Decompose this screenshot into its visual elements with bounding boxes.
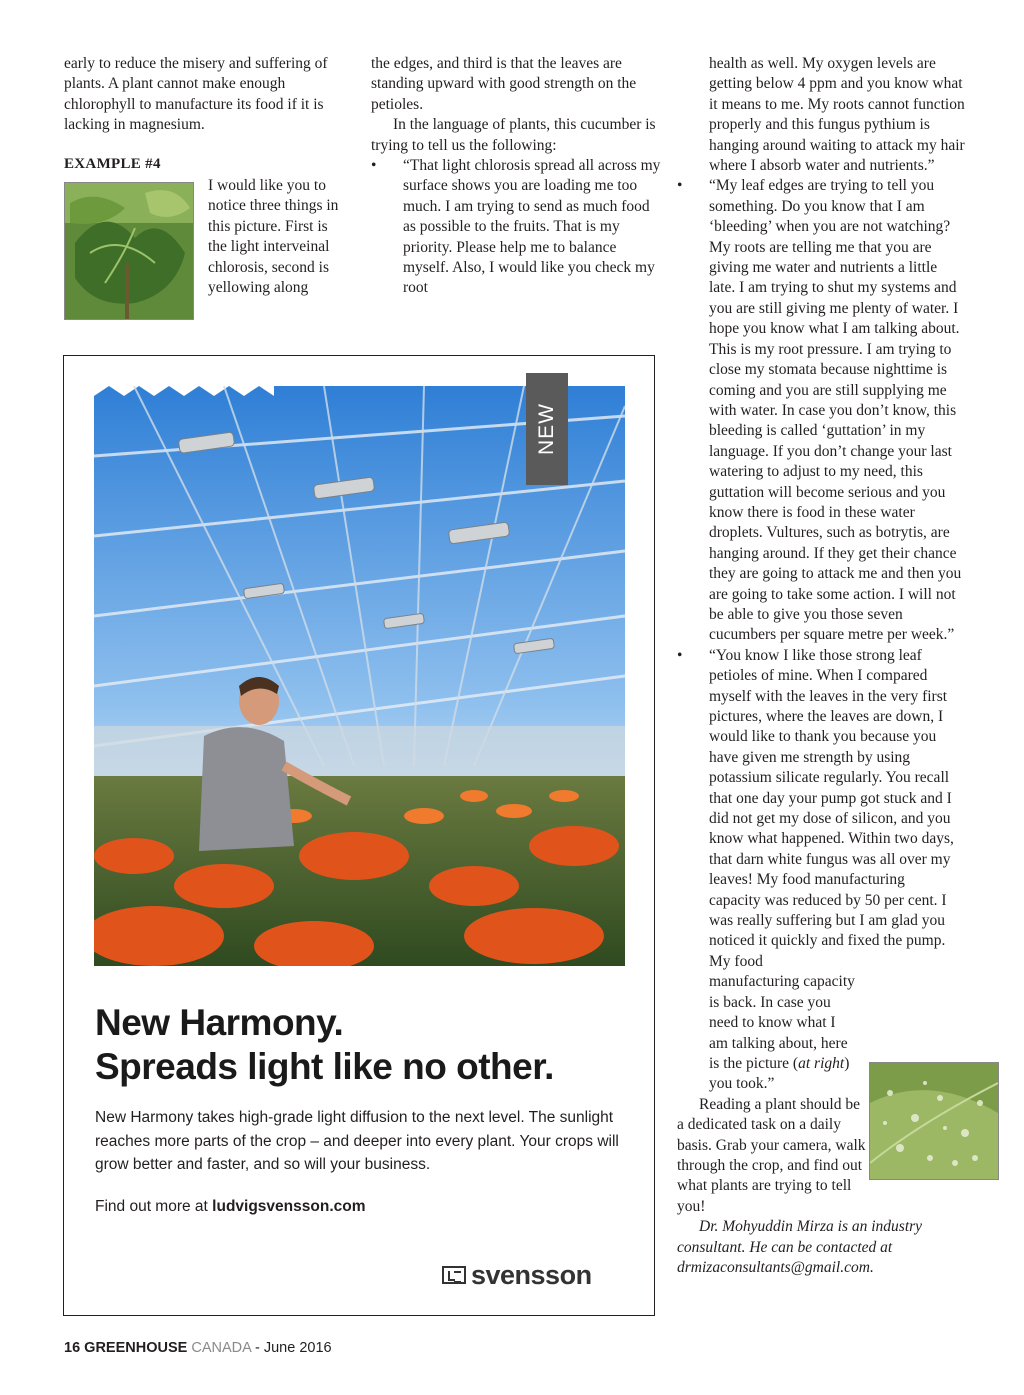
bullet-dot: • xyxy=(677,646,683,664)
col1-paragraph: early to reduce the misery and suffering of plants. A plant cannot make enough chlorophyll to manufacture its food if it is lacking in magnesium. xyxy=(64,55,328,134)
bullet-3b-italic: at right xyxy=(798,1054,845,1072)
ad-headline-line-1: New Harmony. xyxy=(95,1002,344,1043)
col2-paragraph-2: In the language of plants, this cucumber is trying to tell us the following: xyxy=(371,116,656,154)
mildew-leaf-photo xyxy=(869,1062,999,1180)
column-1 xyxy=(64,54,346,174)
bullet-dot: • xyxy=(371,157,377,175)
ad-website-link[interactable]: ludvigsvensson.com xyxy=(212,1198,366,1215)
cucumber-leaf-photo xyxy=(64,182,194,320)
magazine-name-2: CANADA xyxy=(191,1340,251,1356)
ad-headline xyxy=(95,1001,635,1089)
author-bio: Dr. Mohyuddin Mirza is an industry consultant. He can be contacted at drmizaconsultants@gmail.com. xyxy=(677,1218,923,1276)
example-text-block xyxy=(208,176,348,298)
svensson-logo xyxy=(442,1260,592,1290)
bullet-3b-end: ) you took.” xyxy=(709,1054,850,1093)
bullet-dot: • xyxy=(677,177,683,195)
svensson-logo-text: svensson xyxy=(471,1259,592,1290)
ad-find-prefix: Find out more at xyxy=(95,1198,213,1215)
col2-paragraph-1: the edges, and third is that the leaves are standing upward with good strength on the petioles. xyxy=(371,55,637,113)
example-text: I would like you to notice three things in this picture. First is the light interveinal chlorosis, second is yellowing along xyxy=(208,177,339,297)
issue-date: - June 2016 xyxy=(255,1340,332,1356)
new-badge-text: NEW xyxy=(535,403,558,455)
bullet-text-1: “That light chlorosis spread all across my surface shows you are loading me too much. I am trying to send as much food as possible to the fruits. That is my priority. Please help me to balance myself. Also, I would like you check my root xyxy=(403,157,661,297)
magazine-name: GREENHOUSE xyxy=(84,1340,188,1356)
bullet-item-2 xyxy=(677,176,967,645)
svensson-logo-icon xyxy=(442,1266,466,1284)
new-badge xyxy=(526,373,568,485)
ad-find-more xyxy=(95,1198,366,1216)
column-2 xyxy=(371,54,661,299)
bullet-item-3 xyxy=(677,646,959,952)
closing-paragraph: Reading a plant should be a dedicated task on a daily basis. Grab your camera, walk through the crop, and find out what plants are trying to tell you! xyxy=(677,1095,866,1215)
advertisement xyxy=(63,355,655,1316)
bullet-item-1 xyxy=(371,156,661,299)
page-footer xyxy=(64,1340,332,1356)
page-number: 16 xyxy=(64,1340,81,1356)
bullet-text-2: “My leaf edges are trying to tell you something. Do you know that I am ‘bleeding’ when you are not watching? My roots are telling me that you are giving me water and nutrients a little late. I am trying to shut my systems and you are still giving me plenty of water. I hope you know what I am talking about. This is my root pressure. I am trying to close my stomata because nighttime is coming and you are still supplying me with water. In case you don’t know, this bleeding is called ‘guttation’ in my language. If you don’t change your last watering to adjust to my need, this guttation will become serious and you know there is food in these water droplets. Vultures, such as botrytis, are hanging around. If they get their chance they are going to attack me and then you are going to take some action. I will not be able to give you those seven cucumbers per square metre per week.” xyxy=(709,177,962,644)
bullet-text-3: “You know I like those strong leaf petioles of mine. When I compared myself with the leaves in the very first pictures, where the leaves are down, I would like to thank you because you have given me strength by using potassium silicate regularly. You recall that one day your pump got stuck and I did not get my dose of silicon, and you know what happened. Within two days, that darn white fungus was all over my leaves! My food manufacturing capacity was reduced by 50 per cent. I was really suffering but I am glad you noticed it quickly and fixed the pump. xyxy=(709,646,954,950)
ad-body-text: New Harmony takes high-grade light diffusion to the next level. The sunlight reaches more parts of the crop – and deeper into every plant. Your crops will grow better and faster, and so will your business. xyxy=(95,1109,619,1173)
ad-headline-line-2: Spreads light like no other. xyxy=(95,1046,554,1087)
example-heading: EXAMPLE #4 xyxy=(64,155,161,172)
bullet-3b-start: My food manufacturing capacity is back. In case you need to know what I am talking about, here is the picture ( xyxy=(709,952,855,1072)
col3-continuation: health as well. My oxygen levels are getting below 4 ppm and you know what it means to me. My roots cannot function properly and this fungus pythium is hanging around waiting to attack my hair where I absorb water and nutrients.” xyxy=(709,55,965,175)
bullet-3-continuation xyxy=(677,952,857,1095)
